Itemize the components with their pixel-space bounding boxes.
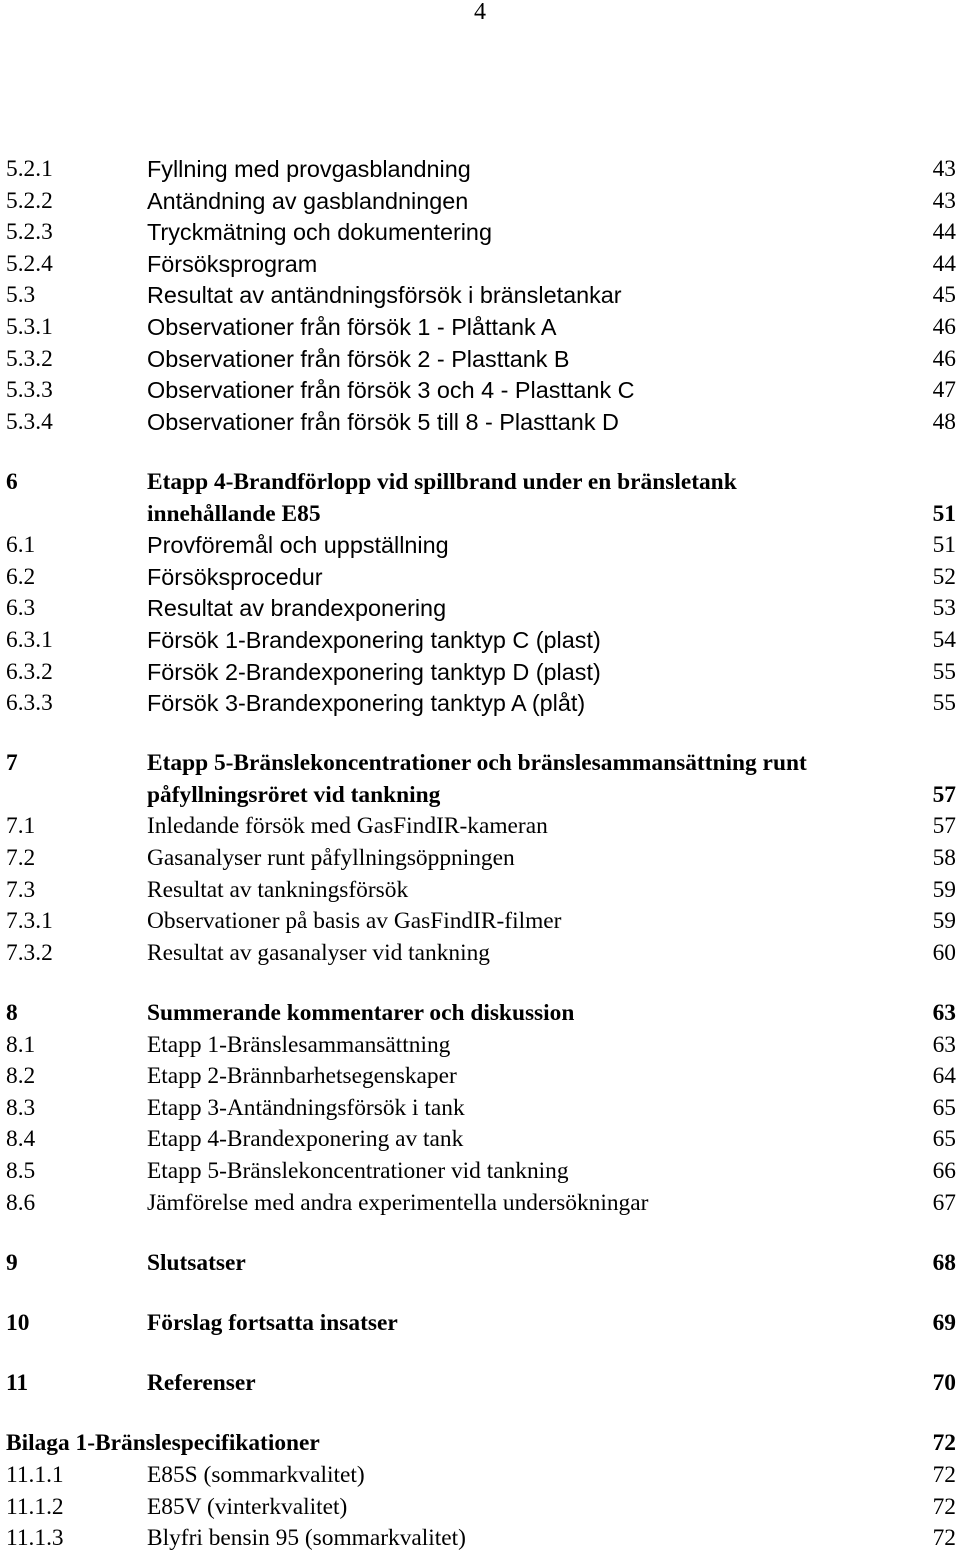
toc-entry-title: Bilaga 1-Bränslespecifikationer <box>6 1430 320 1457</box>
toc-entry-page: 53 <box>932 595 956 622</box>
toc-entry-page: 72 <box>932 1493 956 1520</box>
toc-entry <box>6 1428 956 1460</box>
toc-entry-title: E85S (sommarkvalitet) <box>147 1461 365 1488</box>
toc-entry-page: 46 <box>932 313 956 340</box>
toc-entry-number: 5.2.3 <box>6 219 53 246</box>
toc-entry <box>6 1188 956 1220</box>
toc-entry-title <box>147 748 807 811</box>
toc-entry-page: 43 <box>932 187 956 214</box>
toc-entry-number: 5.3.4 <box>6 408 53 435</box>
toc-entry-page: 48 <box>932 408 956 435</box>
toc-entry-title: Provföremål och uppställning <box>147 532 449 559</box>
toc-entry-title: Referenser <box>147 1370 256 1397</box>
toc-entry-title: E85V (vinterkvalitet) <box>147 1493 348 1520</box>
toc-entry-page: 63 <box>932 1000 956 1027</box>
toc-entry-title: Gasanalyser runt påfyllningsöppningen <box>147 845 515 872</box>
toc-entry-page: 55 <box>932 658 956 685</box>
toc-entry-page: 44 <box>932 219 956 246</box>
toc-entry <box>6 938 956 970</box>
toc-entry <box>6 530 956 562</box>
toc-entry <box>6 217 956 249</box>
toc-entry <box>6 186 956 218</box>
toc-entry-title-line2: påfyllningsröret vid tankning <box>147 781 441 808</box>
toc-entry <box>6 875 956 907</box>
toc-entry-title: Tryckmätning och dokumentering <box>147 219 492 246</box>
toc-entry-title: Etapp 2-Brännbarhetsegenskaper <box>147 1063 457 1090</box>
toc-entry <box>6 625 956 657</box>
toc-entry-title: Slutsatser <box>147 1249 246 1276</box>
toc-entry-page: 47 <box>932 377 956 404</box>
toc-entry-title: Blyfri bensin 95 (sommarkvalitet) <box>147 1525 466 1552</box>
toc-entry-number: 8.4 <box>6 1126 36 1153</box>
toc-entry-number: 11.1.2 <box>6 1493 64 1520</box>
toc-entry <box>6 249 956 281</box>
toc-entry <box>6 998 956 1030</box>
toc-entry-title: Inledande försök med GasFindIR-kameran <box>147 813 548 840</box>
toc-entry-page: 58 <box>932 845 956 872</box>
toc-entry-page: 64 <box>932 1063 956 1090</box>
toc-entry-title: Etapp 5-Bränslekoncentrationer vid tankning <box>147 1158 569 1184</box>
toc-entry-number: 5.3 <box>6 282 36 309</box>
toc-entry-page: 57 <box>932 813 956 840</box>
toc-entry-number: 6.1 <box>6 532 36 559</box>
toc-entry-title: Observationer på basis av GasFindIR-filmer <box>147 908 562 935</box>
toc-entry-page: 55 <box>932 690 956 717</box>
toc-entry <box>6 467 956 530</box>
toc-entry <box>6 154 956 186</box>
toc-entry-page: 68 <box>932 1249 956 1276</box>
toc-entry-title: Observationer från försök 2 - Plasttank B <box>147 345 570 372</box>
toc-entry <box>6 562 956 594</box>
toc-entry-page: 51 <box>932 532 956 559</box>
toc-entry-title: Resultat av gasanalyser vid tankning <box>147 939 490 966</box>
toc-entry-number: 7.3 <box>6 876 36 903</box>
page-number: 4 <box>474 0 486 25</box>
toc-entry-number: 6.3.2 <box>6 658 53 685</box>
toc-entry-page: 67 <box>932 1189 956 1216</box>
toc-entry-number: 8.5 <box>6 1158 36 1184</box>
toc-entry-page: 66 <box>932 1158 956 1184</box>
toc-entry <box>6 593 956 625</box>
toc-entry-page: 72 <box>932 1525 956 1552</box>
toc-entry-number: 6.2 <box>6 563 36 590</box>
toc-entry-page: 57 <box>932 781 956 808</box>
toc-entry-number: 11 <box>6 1370 29 1397</box>
toc-entry <box>6 1460 956 1492</box>
toc-entry-number: 10 <box>6 1309 30 1336</box>
toc-entry-number: 5.3.1 <box>6 313 53 340</box>
toc-entry <box>6 843 956 875</box>
toc-entry-title: Observationer från försök 3 och 4 - Plasttank C <box>147 377 635 404</box>
toc-entry-title: Förslag fortsatta insatser <box>147 1309 398 1336</box>
toc-entry-page: 69 <box>932 1309 956 1336</box>
toc-entry-number: 8.3 <box>6 1094 36 1121</box>
toc-entry-number: 5.3.3 <box>6 377 53 404</box>
toc-entry-title: Försök 1-Brandexponering tanktyp C (plast) <box>147 626 601 653</box>
toc-entry-title-line2: innehållande E85 <box>147 500 321 527</box>
toc-entry <box>6 1093 956 1125</box>
toc-entry-number: 8.2 <box>6 1063 36 1090</box>
toc-entry-page: 59 <box>932 908 956 935</box>
toc-entry <box>6 1030 956 1062</box>
toc-entry-number: 5.2.4 <box>6 250 53 277</box>
toc-entry-title: Försök 3-Brandexponering tanktyp A (plåt) <box>147 690 586 717</box>
toc-entry-page: 54 <box>932 626 956 653</box>
toc-entry <box>6 1308 956 1340</box>
toc-entry-number: 5.2.2 <box>6 187 53 214</box>
toc-entry-page: 63 <box>932 1031 956 1058</box>
toc-entry <box>6 657 956 689</box>
toc-entry-number: 7.3.2 <box>6 939 53 966</box>
toc-entry-title: Etapp 4-Brandexponering av tank <box>147 1126 464 1153</box>
toc-entry-page: 65 <box>932 1126 956 1153</box>
toc-entry-title: Försöksprogram <box>147 250 318 277</box>
toc-entry <box>6 280 956 312</box>
toc-entry-page: 46 <box>932 345 956 372</box>
toc-entry-page: 60 <box>932 939 956 966</box>
toc-entry <box>6 688 956 720</box>
toc-entry-title: Jämförelse med andra experimentella undersökningar <box>147 1189 649 1216</box>
toc-entry-title: Antändning av gasblandningen <box>147 187 469 214</box>
toc-entry <box>6 344 956 376</box>
toc-entry-page: 70 <box>932 1370 956 1397</box>
toc-entry <box>6 375 956 407</box>
toc-entry <box>6 1523 956 1555</box>
toc-entry-title: Etapp 3-Antändningsförsök i tank <box>147 1094 465 1121</box>
toc-entry-page: 72 <box>932 1461 956 1488</box>
toc-entry-title: Resultat av antändningsförsök i bränsletankar <box>147 282 622 309</box>
toc-entry-title: Resultat av brandexponering <box>147 595 447 622</box>
toc-entry <box>6 1492 956 1524</box>
toc-entry-number: 6.3.1 <box>6 626 53 653</box>
toc-entry-number: 8.6 <box>6 1189 36 1216</box>
toc-entry-number: 8.1 <box>6 1031 36 1058</box>
toc-entry-page: 43 <box>932 156 956 182</box>
toc-entry <box>6 811 956 843</box>
toc-entry-number: 8 <box>6 1000 18 1027</box>
toc-entry-number: 9 <box>6 1249 18 1276</box>
toc-entry <box>6 1368 956 1400</box>
toc-entry-page: 65 <box>932 1094 956 1121</box>
toc-entry-number: 5.3.2 <box>6 345 53 372</box>
toc-entry-title: Summerande kommentarer och diskussion <box>147 1000 575 1027</box>
toc-entry <box>6 1124 956 1156</box>
toc-entry-title: Resultat av tankningsförsök <box>147 876 409 903</box>
toc-entry-title: Försöksprocedur <box>147 563 323 590</box>
toc-entry-number: 7.2 <box>6 845 36 872</box>
toc-entry-title-line1: Etapp 4-Brandförlopp vid spillbrand under en bränsletank <box>147 468 737 495</box>
toc-entry-title: Observationer från försök 5 till 8 - Plasttank D <box>147 408 619 435</box>
toc-entry-page: 51 <box>932 500 956 527</box>
toc-entry-number: 5.2.1 <box>6 156 53 182</box>
toc-entry-number: 11.1.3 <box>6 1525 64 1552</box>
toc-entry-number: 7.3.1 <box>6 908 53 935</box>
toc-entry <box>6 1248 956 1280</box>
toc-entry-page: 44 <box>932 250 956 277</box>
toc-entry <box>6 906 956 938</box>
toc-entry-number: 7.1 <box>6 813 36 840</box>
toc-entry <box>6 1156 956 1188</box>
toc-entry-number: 11.1.1 <box>6 1461 64 1488</box>
toc-entry-number: 7 <box>6 750 18 777</box>
toc-entry-title-line1: Etapp 5-Bränslekoncentrationer och bränslesammansättning runt <box>147 750 807 777</box>
toc-entry-title: Etapp 1-Bränslesammansättning <box>147 1031 451 1058</box>
toc-entry-title: Fyllning med provgasblandning <box>147 156 471 182</box>
toc-entry-number: 6.3 <box>6 595 36 622</box>
toc-entry <box>6 748 956 811</box>
toc-entry <box>6 407 956 439</box>
toc-entry-page: 59 <box>932 876 956 903</box>
toc-entry-page: 45 <box>932 282 956 309</box>
toc-entry-title: Observationer från försök 1 - Plåttank A <box>147 313 557 340</box>
toc-entry <box>6 1061 956 1093</box>
toc-entry-number: 6.3.3 <box>6 690 53 717</box>
toc-entry-page: 52 <box>932 563 956 590</box>
toc-entry-title: Försök 2-Brandexponering tanktyp D (plast) <box>147 658 601 685</box>
table-of-contents <box>6 154 956 1555</box>
toc-entry-title <box>147 467 737 530</box>
toc-entry-page: 72 <box>932 1430 956 1457</box>
toc-entry-number: 6 <box>6 468 18 495</box>
toc-entry <box>6 312 956 344</box>
